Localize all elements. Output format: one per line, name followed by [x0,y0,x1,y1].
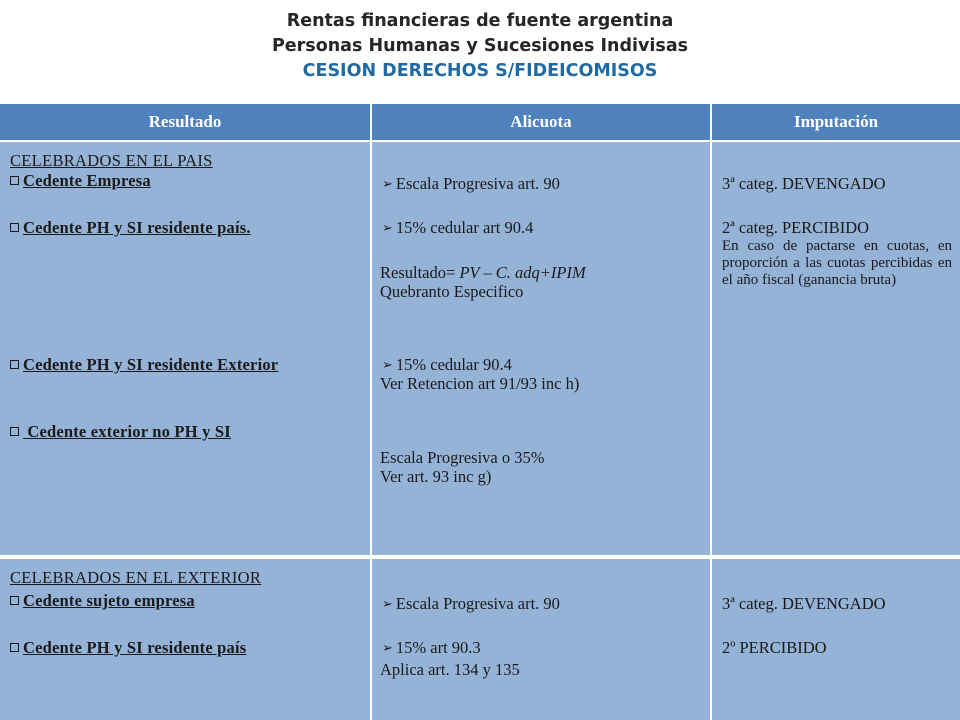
section-heading-pais: CELEBRADOS EN EL PAIS [10,151,213,170]
ver-art-text: Ver art. 93 inc g) [380,467,492,486]
aplica-text: Aplica art. 134 y 135 [380,660,520,679]
arrow-bullet-icon: ➢ [382,596,393,611]
header-alicuota: Alicuota [372,104,710,140]
retencion-text: Ver Retencion art 91/93 inc h) [380,374,580,393]
checkbox-bullet-icon [10,427,19,436]
column-divider [710,559,712,720]
checkbox-bullet-icon [10,643,19,652]
slide-title [0,0,960,104]
arrow-bullet-icon: ➢ [382,176,393,191]
imputacion-devengado: 3ª categ. DEVENGADO [722,174,886,193]
column-divider [370,559,372,720]
column-divider [710,142,712,555]
list-item: Cedente PH y SI residente país [10,638,246,657]
resultado-formula: Resultado= PV – C. adq+IPIM [380,263,586,282]
header-resultado: Resultado [0,104,370,140]
arrow-bullet-icon: ➢ [382,640,393,655]
alicuota-line: ➢ 15% art 90.3 [382,638,481,657]
checkbox-bullet-icon [10,223,19,232]
checkbox-bullet-icon [10,596,19,605]
list-item: Cedente sujeto empresa [10,591,195,610]
imputacion-percibido: 2ª categ. PERCIBIDO [722,218,870,237]
imputacion-devengado: 3ª categ. DEVENGADO [722,594,886,613]
escala-text: Escala Progresiva o 35% [380,448,545,467]
checkbox-bullet-icon [10,360,19,369]
header-divider [710,104,712,140]
section-heading-exterior: CELEBRADOS EN EL EXTERIOR [10,568,262,587]
alicuota-line: ➢ Escala Progresiva art. 90 [382,594,560,613]
row-exterior [0,559,960,720]
list-item: Cedente PH y SI residente país. [10,218,251,237]
header-imputacion: Imputación [712,104,960,140]
imputacion-percibido: 2º PERCIBIDO [722,638,827,657]
alicuota-line: ➢ Escala Progresiva art. 90 [382,174,560,193]
column-divider [370,142,372,555]
imputacion-note: En caso de pactarse en cuotas, en proporción a las cuotas percibidas en el año fiscal (ganancia bruta) [722,238,952,288]
alicuota-line: ➢ 15% cedular 90.4 [382,355,512,374]
row-pais [0,142,960,555]
header-divider [370,104,372,140]
checkbox-bullet-icon [10,176,19,185]
alicuota-line: ➢ 15% cedular art 90.4 [382,218,534,237]
title-line-3: CESION DERECHOS S/FIDEICOMISOS [302,61,658,81]
arrow-bullet-icon: ➢ [382,357,393,372]
arrow-bullet-icon: ➢ [382,220,393,235]
list-item: Cedente PH y SI residente Exterior [10,355,278,374]
list-item: Cedente Empresa [10,171,151,190]
quebranto-text: Quebranto Especifico [380,282,524,301]
title-line-1: Rentas financieras de fuente argentina [286,11,674,31]
tax-table [0,104,960,720]
list-item: Cedente exterior no PH y SI [10,422,231,441]
title-line-2: Personas Humanas y Sucesiones Indivisas [271,36,689,56]
